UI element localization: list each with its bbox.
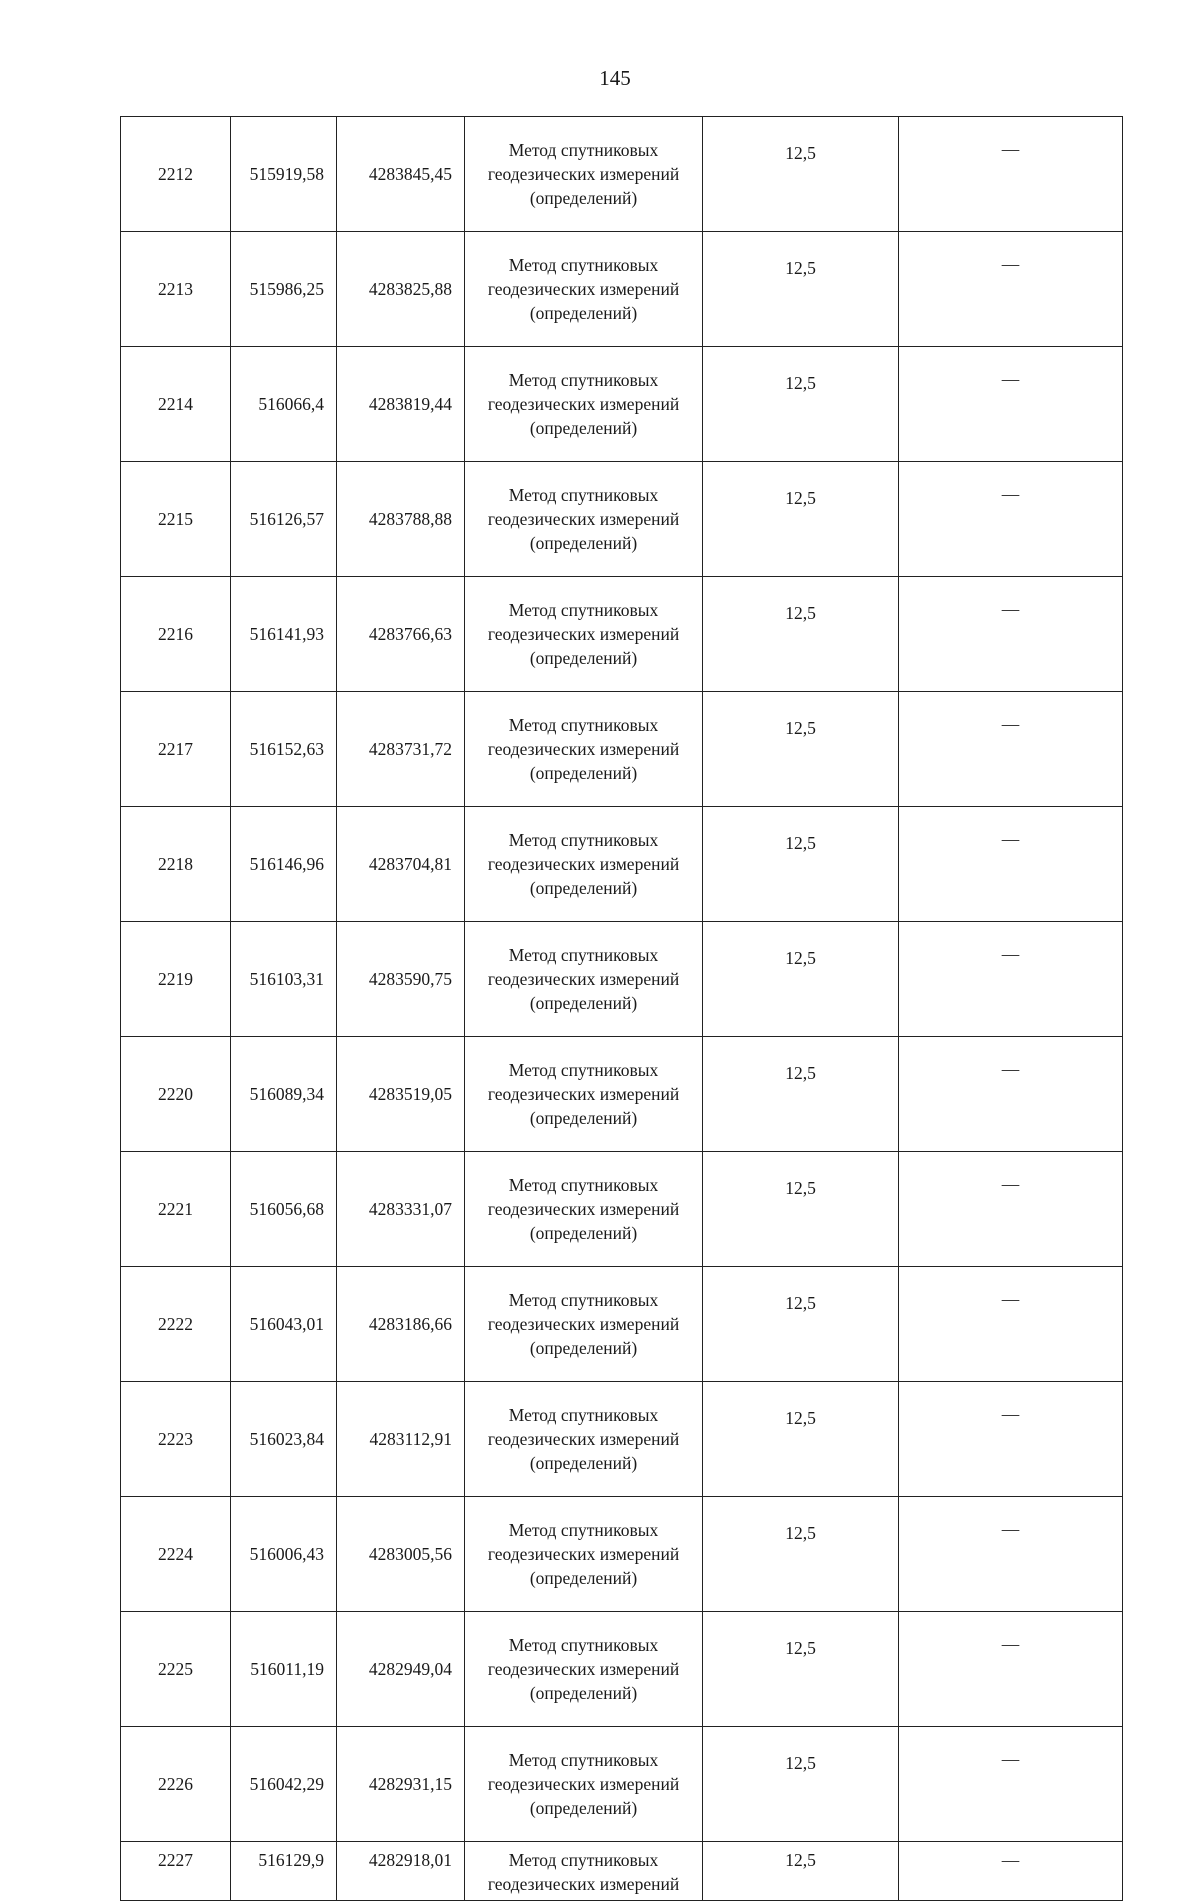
table-row <box>121 922 1123 1037</box>
method-line: геодезических измерений <box>487 854 680 874</box>
x-coordinate-cell: 516042,29 <box>231 1727 337 1842</box>
note-cell: — <box>899 1037 1123 1152</box>
x-coordinate-cell: 515986,25 <box>231 232 337 347</box>
accuracy-cell: 12,5 <box>703 1612 899 1727</box>
method-line: (определений) <box>529 1453 638 1473</box>
method-line: Метод спутниковых <box>508 140 659 160</box>
x-coordinate-cell: 516023,84 <box>231 1382 337 1497</box>
method-line: (определений) <box>529 303 638 323</box>
page-number: 145 <box>599 66 631 90</box>
method-cell <box>465 1152 703 1267</box>
note-cell: — <box>899 1842 1123 1901</box>
method-line: геодезических измерений <box>487 1429 680 1449</box>
method-line: Метод спутниковых <box>508 1060 659 1080</box>
method-line: (определений) <box>529 1798 638 1818</box>
method-line: Метод спутниковых <box>508 1175 659 1195</box>
method-cell <box>465 117 703 232</box>
method-line: Метод спутниковых <box>508 1850 659 1870</box>
method-line: (определений) <box>529 1338 638 1358</box>
point-number-cell: 2226 <box>121 1727 231 1842</box>
x-coordinate-cell: 516006,43 <box>231 1497 337 1612</box>
method-cell <box>465 462 703 577</box>
method-line: (определений) <box>529 648 638 668</box>
note-cell: — <box>899 577 1123 692</box>
method-cell <box>465 692 703 807</box>
method-cell <box>465 807 703 922</box>
method-line: (определений) <box>529 878 638 898</box>
accuracy-cell: 12,5 <box>703 922 899 1037</box>
y-coordinate-cell: 4283819,44 <box>337 347 465 462</box>
method-cell <box>465 1612 703 1727</box>
point-number-cell: 2224 <box>121 1497 231 1612</box>
x-coordinate-cell: 516103,31 <box>231 922 337 1037</box>
method-line: (определений) <box>529 993 638 1013</box>
x-coordinate-cell: 516152,63 <box>231 692 337 807</box>
x-coordinate-cell: 515919,58 <box>231 117 337 232</box>
method-cell <box>465 577 703 692</box>
method-line: геодезических измерений <box>487 509 680 529</box>
method-cell <box>465 1037 703 1152</box>
point-number-cell: 2222 <box>121 1267 231 1382</box>
point-number-cell: 2219 <box>121 922 231 1037</box>
table-row <box>121 1152 1123 1267</box>
y-coordinate-cell: 4282918,01 <box>337 1842 465 1901</box>
accuracy-cell: 12,5 <box>703 807 899 922</box>
x-coordinate-cell: 516089,34 <box>231 1037 337 1152</box>
coordinates-table-body <box>121 117 1123 1901</box>
note-cell: — <box>899 117 1123 232</box>
accuracy-cell: 12,5 <box>703 1842 899 1901</box>
table-row <box>121 1727 1123 1842</box>
y-coordinate-cell: 4283704,81 <box>337 807 465 922</box>
note-cell: — <box>899 1727 1123 1842</box>
method-line: Метод спутниковых <box>508 715 659 735</box>
point-number-cell: 2225 <box>121 1612 231 1727</box>
method-line: геодезических измерений <box>487 739 680 759</box>
x-coordinate-cell: 516043,01 <box>231 1267 337 1382</box>
note-cell: — <box>899 807 1123 922</box>
method-line: геодезических измерений <box>487 1774 680 1794</box>
note-cell: — <box>899 462 1123 577</box>
point-number-cell: 2216 <box>121 577 231 692</box>
table-row <box>121 807 1123 922</box>
x-coordinate-cell: 516129,9 <box>231 1842 337 1901</box>
note-cell: — <box>899 1382 1123 1497</box>
method-line: геодезических измерений <box>487 1199 680 1219</box>
method-cell <box>465 1267 703 1382</box>
note-cell: — <box>899 232 1123 347</box>
method-line: (определений) <box>529 1568 638 1588</box>
point-number-cell: 2213 <box>121 232 231 347</box>
method-line: (определений) <box>529 1683 638 1703</box>
y-coordinate-cell: 4283766,63 <box>337 577 465 692</box>
method-line: геодезических измерений <box>487 394 680 414</box>
note-cell: — <box>899 347 1123 462</box>
method-line: Метод спутниковых <box>508 255 659 275</box>
method-line: Метод спутниковых <box>508 830 659 850</box>
y-coordinate-cell: 4283788,88 <box>337 462 465 577</box>
method-line: геодезических измерений <box>487 1084 680 1104</box>
y-coordinate-cell: 4283519,05 <box>337 1037 465 1152</box>
y-coordinate-cell: 4283731,72 <box>337 692 465 807</box>
method-cell <box>465 1382 703 1497</box>
method-cell <box>465 922 703 1037</box>
method-line: (определений) <box>529 188 638 208</box>
x-coordinate-cell: 516011,19 <box>231 1612 337 1727</box>
y-coordinate-cell: 4282931,15 <box>337 1727 465 1842</box>
x-coordinate-cell: 516126,57 <box>231 462 337 577</box>
accuracy-cell: 12,5 <box>703 692 899 807</box>
method-line: геодезических измерений <box>487 1874 680 1894</box>
table-row <box>121 462 1123 577</box>
note-cell: — <box>899 1267 1123 1382</box>
method-cell <box>465 347 703 462</box>
accuracy-cell: 12,5 <box>703 1497 899 1612</box>
note-cell: — <box>899 1612 1123 1727</box>
accuracy-cell: 12,5 <box>703 232 899 347</box>
method-cell <box>465 1497 703 1612</box>
x-coordinate-cell: 516146,96 <box>231 807 337 922</box>
y-coordinate-cell: 4283112,91 <box>337 1382 465 1497</box>
method-cell <box>465 1842 703 1901</box>
method-line: (определений) <box>529 1108 638 1128</box>
method-line: геодезических измерений <box>487 279 680 299</box>
point-number-cell: 2218 <box>121 807 231 922</box>
method-line: Метод спутниковых <box>508 370 659 390</box>
y-coordinate-cell: 4283005,56 <box>337 1497 465 1612</box>
method-line: (определений) <box>529 418 638 438</box>
method-line: Метод спутниковых <box>508 1405 659 1425</box>
method-line: Метод спутниковых <box>508 1635 659 1655</box>
method-line: Метод спутниковых <box>508 1520 659 1540</box>
y-coordinate-cell: 4282949,04 <box>337 1612 465 1727</box>
method-line: геодезических измерений <box>487 1544 680 1564</box>
table-row <box>121 1612 1123 1727</box>
point-number-cell: 2212 <box>121 117 231 232</box>
method-line: геодезических измерений <box>487 164 680 184</box>
method-cell <box>465 232 703 347</box>
method-line: геодезических измерений <box>487 1659 680 1679</box>
method-line: (определений) <box>529 533 638 553</box>
table-row <box>121 1497 1123 1612</box>
method-line: геодезических измерений <box>487 969 680 989</box>
x-coordinate-cell: 516141,93 <box>231 577 337 692</box>
table-row <box>121 347 1123 462</box>
table-row <box>121 1037 1123 1152</box>
method-line: (определений) <box>529 1223 638 1243</box>
method-cell <box>465 1727 703 1842</box>
note-cell: — <box>899 1152 1123 1267</box>
method-line: Метод спутниковых <box>508 485 659 505</box>
table-row <box>121 1382 1123 1497</box>
point-number-cell: 2214 <box>121 347 231 462</box>
accuracy-cell: 12,5 <box>703 1267 899 1382</box>
accuracy-cell: 12,5 <box>703 347 899 462</box>
table-row <box>121 117 1123 232</box>
accuracy-cell: 12,5 <box>703 462 899 577</box>
coordinates-table <box>120 116 1123 1901</box>
accuracy-cell: 12,5 <box>703 1727 899 1842</box>
note-cell: — <box>899 922 1123 1037</box>
accuracy-cell: 12,5 <box>703 1152 899 1267</box>
method-line: геодезических измерений <box>487 1314 680 1334</box>
y-coordinate-cell: 4283331,07 <box>337 1152 465 1267</box>
y-coordinate-cell: 4283825,88 <box>337 232 465 347</box>
point-number-cell: 2227 <box>121 1842 231 1901</box>
accuracy-cell: 12,5 <box>703 1037 899 1152</box>
accuracy-cell: 12,5 <box>703 577 899 692</box>
note-cell: — <box>899 1497 1123 1612</box>
point-number-cell: 2220 <box>121 1037 231 1152</box>
method-line: (определений) <box>529 763 638 783</box>
table-row <box>121 232 1123 347</box>
point-number-cell: 2215 <box>121 462 231 577</box>
point-number-cell: 2217 <box>121 692 231 807</box>
note-cell: — <box>899 692 1123 807</box>
table-row <box>121 1842 1123 1901</box>
table-row <box>121 1267 1123 1382</box>
table-row <box>121 692 1123 807</box>
method-line: Метод спутниковых <box>508 600 659 620</box>
table-row <box>121 577 1123 692</box>
method-line: Метод спутниковых <box>508 1750 659 1770</box>
point-number-cell: 2223 <box>121 1382 231 1497</box>
y-coordinate-cell: 4283590,75 <box>337 922 465 1037</box>
y-coordinate-cell: 4283186,66 <box>337 1267 465 1382</box>
accuracy-cell: 12,5 <box>703 117 899 232</box>
method-line: Метод спутниковых <box>508 1290 659 1310</box>
x-coordinate-cell: 516066,4 <box>231 347 337 462</box>
method-line: Метод спутниковых <box>508 945 659 965</box>
point-number-cell: 2221 <box>121 1152 231 1267</box>
y-coordinate-cell: 4283845,45 <box>337 117 465 232</box>
accuracy-cell: 12,5 <box>703 1382 899 1497</box>
x-coordinate-cell: 516056,68 <box>231 1152 337 1267</box>
method-line: геодезических измерений <box>487 624 680 644</box>
